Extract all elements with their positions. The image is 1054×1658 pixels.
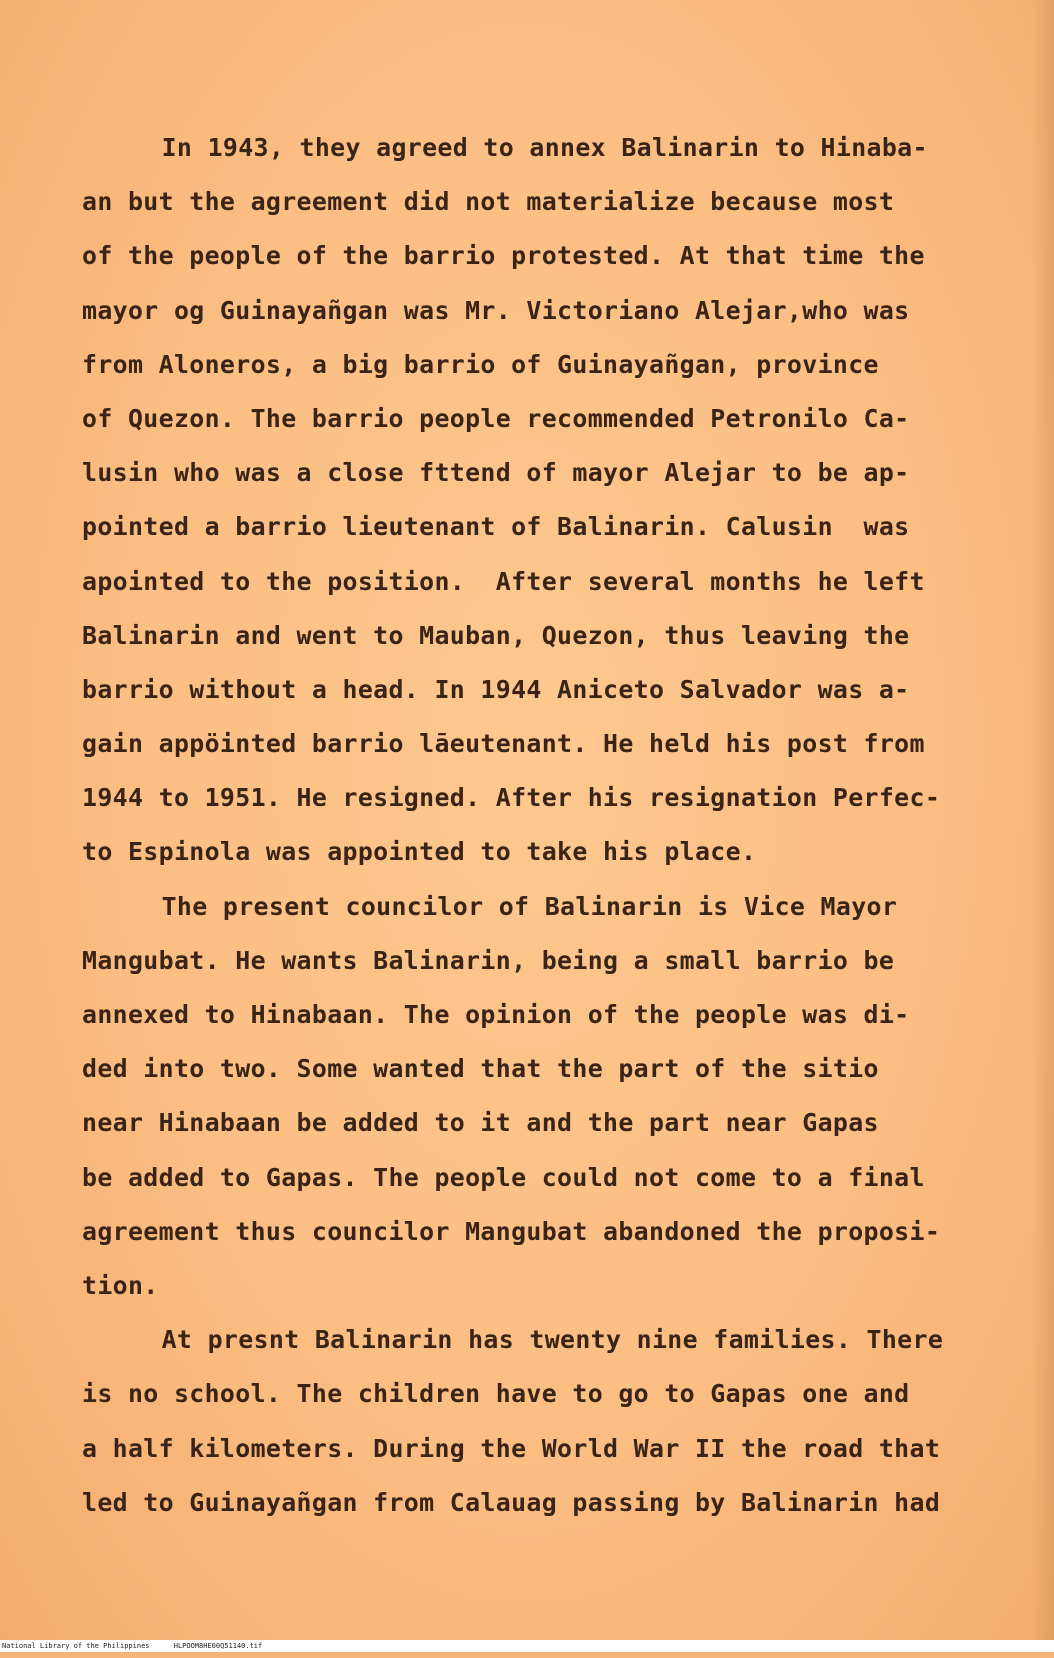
text-line: a half kilometers. During the World War II the road that xyxy=(82,1433,941,1463)
footer-file-id: HLPOOM8HE00Q51140.tif xyxy=(173,1642,263,1650)
text-line: be added to Gapas. The people could not come to a final xyxy=(82,1162,925,1192)
text-line: of the people of the barrio protested. At that time the xyxy=(82,241,925,271)
text-line: is no school. The children have to go to Gapas one and xyxy=(82,1379,910,1409)
text-line: of Quezon. The barrio people recommended Petronilo Ca- xyxy=(82,403,910,433)
text-line: At presnt Balinarin has twenty nine families. There xyxy=(161,1325,944,1355)
text-line: Mangubat. He wants Balinarin, being a small barrio be xyxy=(82,945,895,975)
paper-edge-shadow xyxy=(1032,0,1054,1658)
footer-library: National Library of the Philippines xyxy=(2,1642,150,1650)
text-line: ded into two. Some wanted that the part of the sitio xyxy=(82,1054,879,1084)
text-line: near Hinabaan be added to it and the part near Gapas xyxy=(82,1108,879,1138)
text-line: agreement thus councilor Mangubat abandoned the proposi- xyxy=(82,1216,941,1246)
text-line: mayor og Guinayañgan was Mr. Victoriano Alejar,who was xyxy=(82,295,910,325)
document-body xyxy=(82,121,1002,1530)
text-line: lusin who was a close fttend of mayor Alejar to be ap- xyxy=(82,458,910,488)
text-line: tion. xyxy=(82,1270,159,1300)
text-line: apointed to the position. After several months he left xyxy=(82,566,925,596)
text-line: 1944 to 1951. He resigned. After his resignation Perfec- xyxy=(82,783,941,813)
text-line: pointed a barrio lieutenant of Balinarin. Calusin was xyxy=(82,512,910,542)
text-line: an but the agreement did not materialize because most xyxy=(82,187,895,217)
text-line: gain appöinted barrio lāeutenant. He held his post from xyxy=(82,729,925,759)
text-line: Balinarin and went to Mauban, Quezon, thus leaving the xyxy=(82,620,910,650)
text-line: from Aloneros, a big barrio of Guinayañgan, province xyxy=(82,349,879,379)
text-line: to Espinola was appointed to take his place. xyxy=(82,837,757,867)
text-line: led to Guinayañgan from Calauag passing by Balinarin had xyxy=(82,1487,941,1517)
text-line: The present councilor of Balinarin is Vice Mayor xyxy=(161,891,898,921)
text-line: In 1943, they agreed to annex Balinarin to Hinaba- xyxy=(161,133,928,162)
text-line: barrio without a head. In 1944 Aniceto Salvador was a- xyxy=(82,674,910,704)
text-line: annexed to Hinabaan. The opinion of the people was di- xyxy=(82,1000,910,1029)
page-bottom-edge xyxy=(0,1652,1054,1658)
scan-footer xyxy=(0,1640,1054,1652)
